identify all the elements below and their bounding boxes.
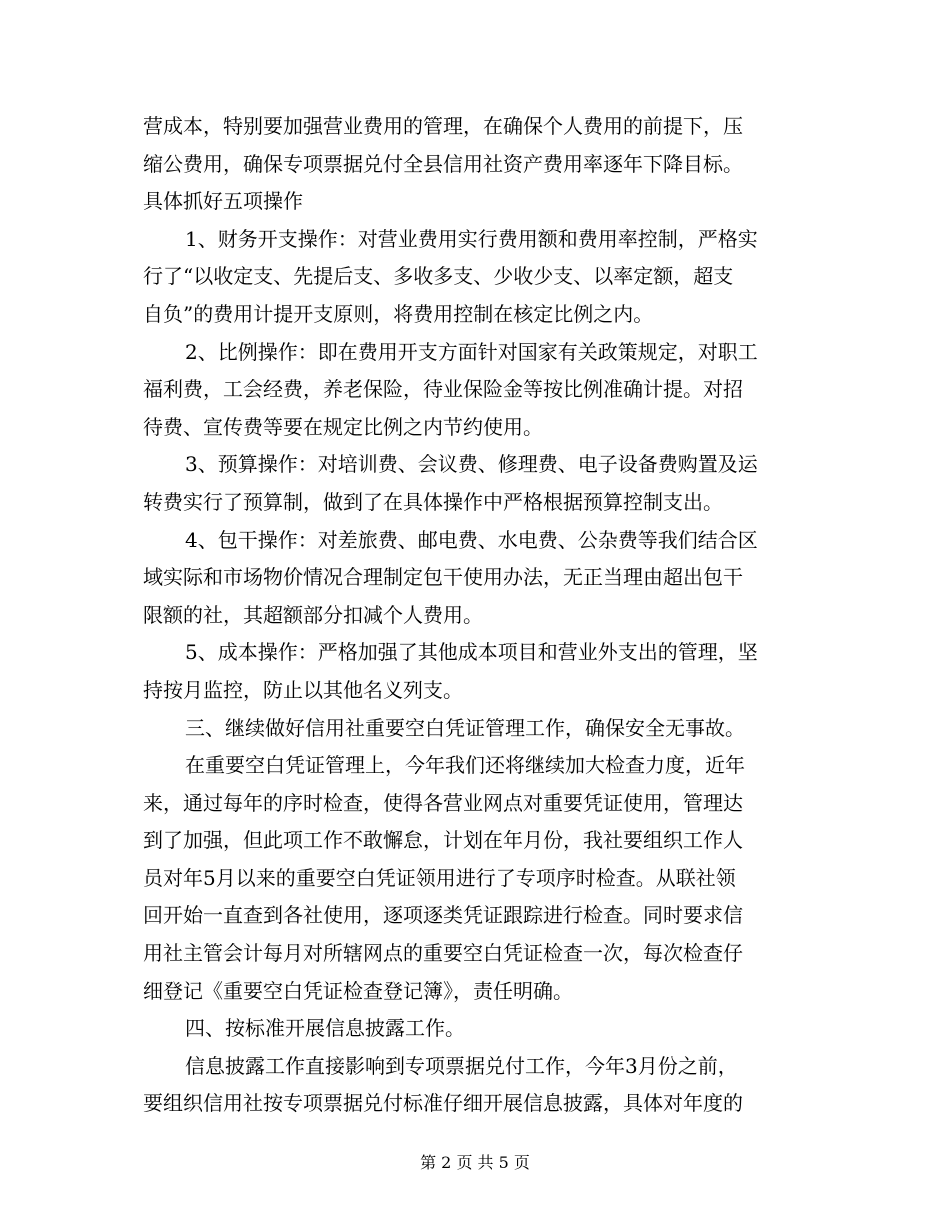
text-line: 到了加强，但此项工作不敢懈怠，计划在年月份，我社要组织工作人 [143, 828, 743, 853]
paragraph-start-line: 2、比例操作：即在费用开支方面针对国家有关政策规定，对职工 [185, 339, 758, 364]
text-line: 待费、宣传费等要在规定比例之内节约使用。 [143, 414, 543, 439]
text-line: 用社主管会计每月对所辖网点的重要空白凭证检查一次，每次检查仔 [143, 941, 743, 966]
text-line: 自负”的费用计提开支原则，将费用控制在核定比例之内。 [143, 301, 654, 326]
text-line: 福利费，工会经费，养老保险，待业保险金等按比例准确计提。对招 [143, 377, 743, 402]
section-heading-4: 四、按标准开展信息披露工作。 [185, 1016, 465, 1041]
text-line: 缩公费用，确保专项票据兑付全县信用社资产费用率逐年下降目标。 [143, 151, 743, 176]
text-line: 域实际和市场物价情况合理制定包干使用办法，无正当理由超出包干 [143, 565, 743, 590]
text-line: 要组织信用社按专项票据兑付标准仔细开展信息披露，具体对年度的 [143, 1091, 743, 1116]
page-number-footer: 第 2 页 共 5 页 [420, 1153, 530, 1172]
paragraph-start-line: 在重要空白凭证管理上，今年我们还将继续加大检查力度，近年 [185, 753, 745, 778]
text-line: 行了“以收定支、先提后支、多收多支、少收少支、以率定额，超支 [143, 264, 734, 289]
text-line: 回开始一直查到各社使用，逐项逐类凭证跟踪进行检查。同时要求信 [143, 903, 743, 928]
paragraph-start-line: 5、成本操作：严格加强了其他成本项目和营业外支出的管理，坚 [185, 640, 758, 665]
text-line: 营成本，特别要加强营业费用的管理，在确保个人费用的前提下，压 [143, 114, 743, 138]
text-line: 具体抓好五项操作 [143, 189, 303, 214]
text-line: 来，通过每年的序时检查，使得各营业网点对重要凭证使用，管理达 [143, 790, 743, 815]
text-line: 持按月监控，防止以其他名义列支。 [143, 677, 463, 702]
paragraph-start-line: 信息披露工作直接影响到专项票据兑付工作，今年3月份之前， [185, 1053, 738, 1078]
text-line: 细登记《重要空白凭证检查登记簿》，责任明确。 [143, 978, 573, 1003]
text-line: 转费实行了预算制，做到了在具体操作中严格根据预算控制支出。 [143, 489, 723, 514]
document-body [143, 108, 807, 1123]
text-line: 员对年5月以来的重要空白凭证领用进行了专项序时检查。从联社领 [143, 865, 736, 890]
paragraph-start-line: 1、财务开支操作：对营业费用实行费用额和费用率控制，严格实 [185, 226, 758, 251]
paragraph-start-line: 3、预算操作：对培训费、会议费、修理费、电子设备费购置及运 [185, 452, 758, 477]
text-line: 限额的社，其超额部分扣减个人费用。 [143, 602, 483, 627]
section-heading-3: 三、继续做好信用社重要空白凭证管理工作，确保安全无事故。 [185, 715, 745, 740]
paragraph-start-line: 4、包干操作：对差旅费、邮电费、水电费、公杂费等我们结合区 [185, 527, 758, 552]
